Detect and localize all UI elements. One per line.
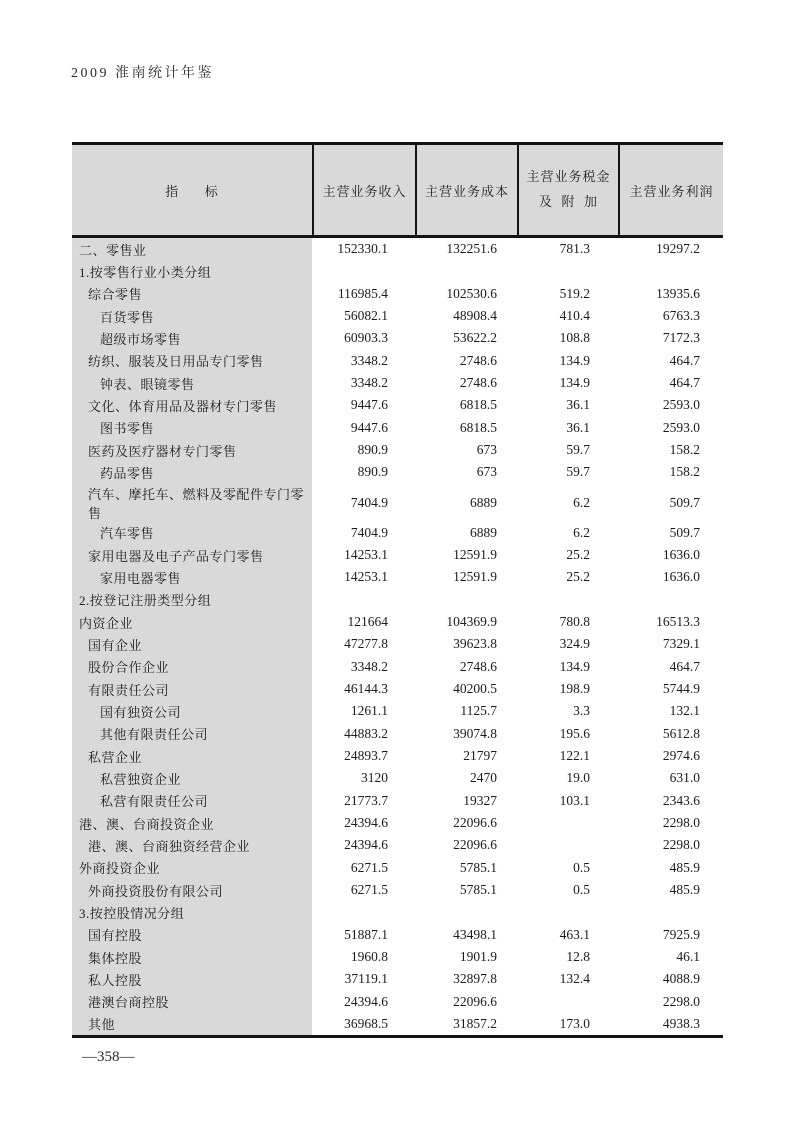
tax-value-cell: 59.7	[566, 442, 590, 458]
revenue-value-cell: 60903.3	[344, 330, 388, 346]
indicator-cell: 私人控股	[72, 968, 312, 990]
indicator-cell: 汽车零售	[72, 522, 312, 544]
cost-value-cell: 2748.6	[459, 352, 497, 368]
cost-value-cell	[415, 901, 517, 923]
profit-value-cell	[618, 589, 723, 611]
indicator-cell: 药品零售	[72, 461, 312, 483]
tax-value-cell: 59.7	[566, 464, 590, 480]
indicator-cell: 综合零售	[72, 283, 312, 305]
cost-value-cell: 6818.5	[459, 397, 497, 413]
indicator-cell: 纺织、服装及日用品专门零售	[72, 350, 312, 372]
profit-value-cell: 5744.9	[662, 681, 700, 697]
indicator-cell: 有限责任公司	[72, 678, 312, 700]
table-row	[72, 834, 723, 856]
revenue-value-cell: 14253.1	[344, 569, 388, 585]
profit-value-cell: 509.7	[669, 524, 700, 540]
revenue-value-cell: 116985.4	[337, 285, 388, 301]
column-header-profit: 主营业务利润	[618, 145, 723, 235]
column-header-cost: 主营业务成本	[415, 145, 517, 235]
cost-value-cell: 43498.1	[453, 926, 497, 942]
table-row	[72, 745, 723, 767]
profit-value-cell: 158.2	[669, 442, 700, 458]
revenue-value-cell	[312, 260, 415, 282]
statistics-table	[72, 142, 723, 1038]
indicator-cell: 百货零售	[72, 305, 312, 327]
revenue-value-cell: 56082.1	[344, 308, 388, 324]
tax-value-cell: 195.6	[559, 725, 590, 741]
profit-value-cell: 46.1	[676, 949, 700, 964]
table-row	[72, 305, 723, 327]
column-header-tax-line1: 主营业务税金	[526, 169, 611, 185]
table-row	[72, 372, 723, 394]
profit-value-cell: 132.1	[669, 703, 700, 719]
tax-value-cell: 780.8	[559, 614, 590, 630]
table-row	[72, 656, 723, 678]
revenue-value-cell: 9447.6	[350, 397, 388, 413]
tax-value-cell: 6.2	[573, 524, 590, 540]
tax-value-cell: 122.1	[559, 748, 590, 764]
cost-value-cell: 5785.1	[459, 882, 497, 898]
revenue-value-cell: 51887.1	[344, 926, 388, 942]
table-row	[72, 812, 723, 834]
table-row	[72, 611, 723, 633]
table-row	[72, 566, 723, 588]
indicator-cell: 其他有限责任公司	[72, 723, 312, 745]
profit-value-cell	[618, 260, 723, 282]
tax-value-cell: 108.8	[559, 330, 590, 346]
tax-value-cell	[517, 901, 618, 923]
profit-value-cell: 464.7	[669, 658, 700, 674]
profit-value-cell: 4088.9	[662, 971, 700, 987]
revenue-value-cell: 3348.2	[350, 658, 388, 674]
tax-value-cell: 36.1	[566, 419, 590, 435]
revenue-value-cell: 3348.2	[350, 352, 388, 368]
revenue-value-cell: 6271.5	[350, 882, 388, 898]
revenue-value-cell: 47277.8	[344, 636, 388, 652]
profit-value-cell: 6763.3	[662, 308, 700, 324]
cost-value-cell: 19327	[463, 792, 497, 808]
cost-value-cell: 2470	[470, 770, 497, 786]
tax-value-cell	[517, 589, 618, 611]
tax-value-cell: 173.0	[559, 1015, 590, 1031]
cost-value-cell: 22096.6	[453, 815, 497, 831]
revenue-value-cell: 152330.1	[337, 241, 388, 257]
tax-value-cell: 25.2	[566, 569, 590, 585]
tax-value-cell: 12.8	[566, 949, 590, 964]
profit-value-cell: 16513.3	[656, 614, 700, 630]
table-row	[72, 327, 723, 349]
profit-value-cell: 2593.0	[662, 397, 700, 413]
cost-value-cell: 132251.6	[446, 241, 497, 257]
tax-value-cell: 19.0	[566, 770, 590, 786]
table-row	[72, 700, 723, 722]
indicator-cell: 图书零售	[72, 417, 312, 439]
cost-value-cell: 102530.6	[446, 285, 497, 301]
table-body	[72, 238, 723, 1038]
cost-value-cell: 39623.8	[453, 636, 497, 652]
cost-value-cell: 5785.1	[459, 859, 497, 875]
revenue-value-cell: 24893.7	[344, 748, 388, 764]
indicator-cell: 2.按登记注册类型分组	[72, 589, 312, 611]
profit-value-cell: 2298.0	[662, 837, 700, 853]
table-row	[72, 544, 723, 566]
revenue-value-cell: 7404.9	[350, 524, 388, 540]
indicator-cell: 外商投资企业	[72, 857, 312, 879]
profit-value-cell: 485.9	[669, 882, 700, 898]
table-row	[72, 417, 723, 439]
tax-value-cell	[517, 834, 618, 856]
tax-value-cell: 463.1	[559, 926, 590, 942]
table-row	[72, 946, 723, 968]
indicator-cell: 私营企业	[72, 745, 312, 767]
indicator-cell: 私营有限责任公司	[72, 790, 312, 812]
tax-value-cell	[517, 260, 618, 282]
cost-value-cell	[415, 589, 517, 611]
tax-value-cell: 25.2	[566, 547, 590, 563]
profit-value-cell: 2593.0	[662, 419, 700, 435]
indicator-cell: 外商投资股份有限公司	[72, 879, 312, 901]
revenue-value-cell: 46144.3	[344, 681, 388, 697]
indicator-cell: 家用电器零售	[72, 566, 312, 588]
indicator-cell: 港澳台商控股	[72, 991, 312, 1013]
revenue-value-cell: 14253.1	[344, 547, 388, 563]
indicator-cell: 港、澳、台商独资经营企业	[72, 834, 312, 856]
indicator-cell: 集体控股	[72, 946, 312, 968]
table-row	[72, 857, 723, 879]
profit-value-cell: 509.7	[669, 494, 700, 510]
revenue-value-cell: 890.9	[357, 442, 388, 458]
cost-value-cell: 1125.7	[460, 703, 497, 719]
table-header-row	[72, 142, 723, 238]
revenue-value-cell: 21773.7	[344, 792, 388, 808]
revenue-value-cell: 3120	[361, 770, 388, 786]
indicator-cell: 国有控股	[72, 924, 312, 946]
profit-value-cell: 2298.0	[662, 993, 700, 1009]
tax-value-cell: 324.9	[559, 636, 590, 652]
revenue-value-cell: 890.9	[357, 464, 388, 480]
table-row	[72, 901, 723, 923]
profit-value-cell: 7925.9	[662, 926, 700, 942]
table-row	[72, 790, 723, 812]
cost-value-cell: 53622.2	[453, 330, 497, 346]
cost-value-cell: 12591.9	[453, 547, 497, 563]
indicator-cell: 二、零售业	[72, 238, 312, 260]
cost-value-cell: 48908.4	[453, 308, 497, 324]
cost-value-cell: 104369.9	[446, 614, 497, 630]
indicator-cell: 文化、体育用品及器材专门零售	[72, 394, 312, 416]
cost-value-cell: 6818.5	[459, 419, 497, 435]
tax-value-cell: 781.3	[559, 241, 590, 257]
tax-value-cell: 134.9	[559, 658, 590, 674]
revenue-value-cell: 36968.5	[344, 1015, 388, 1031]
tax-value-cell: 134.9	[559, 375, 590, 391]
cost-value-cell: 673	[476, 464, 497, 480]
table-row	[72, 238, 723, 260]
table-row	[72, 461, 723, 483]
cost-value-cell: 6889	[470, 524, 497, 540]
profit-value-cell: 19297.2	[656, 241, 700, 257]
tax-value-cell: 36.1	[566, 397, 590, 413]
tax-value-cell: 198.9	[559, 681, 590, 697]
profit-value-cell	[618, 901, 723, 923]
tax-value-cell	[517, 812, 618, 834]
profit-value-cell: 485.9	[669, 859, 700, 875]
tax-value-cell: 6.2	[573, 494, 590, 510]
page-header-title: 2009 淮南统计年鉴	[71, 66, 214, 81]
profit-value-cell: 5612.8	[662, 725, 700, 741]
revenue-value-cell: 7404.9	[350, 494, 388, 510]
indicator-cell: 其他	[72, 1013, 312, 1035]
column-header-indicator: 指 标	[165, 183, 219, 199]
cost-value-cell: 31857.2	[453, 1015, 497, 1031]
revenue-value-cell	[312, 901, 415, 923]
table-row	[72, 633, 723, 655]
indicator-cell: 汽车、摩托车、燃料及零配件专门零售	[72, 484, 312, 522]
revenue-value-cell: 1960.8	[350, 949, 388, 964]
table-row	[72, 968, 723, 990]
tax-value-cell: 134.9	[559, 352, 590, 368]
tax-value-cell: 103.1	[559, 792, 590, 808]
revenue-value-cell: 3348.2	[350, 375, 388, 391]
cost-value-cell	[415, 260, 517, 282]
indicator-cell: 内资企业	[72, 611, 312, 633]
table-row	[72, 350, 723, 372]
profit-value-cell: 2974.6	[662, 748, 700, 764]
table-row	[72, 991, 723, 1013]
table-row	[72, 439, 723, 461]
profit-value-cell: 158.2	[669, 464, 700, 480]
table-row	[72, 522, 723, 544]
cost-value-cell: 22096.6	[453, 993, 497, 1009]
profit-value-cell: 464.7	[669, 375, 700, 391]
indicator-cell: 股份合作企业	[72, 656, 312, 678]
table-row	[72, 767, 723, 789]
tax-value-cell: 0.5	[573, 882, 590, 898]
cost-value-cell: 6889	[470, 494, 497, 510]
indicator-cell: 超级市场零售	[72, 327, 312, 349]
profit-value-cell: 464.7	[669, 352, 700, 368]
profit-value-cell: 631.0	[669, 770, 700, 786]
profit-value-cell: 7329.1	[662, 636, 700, 652]
table-row	[72, 260, 723, 282]
indicator-cell: 私营独资企业	[72, 767, 312, 789]
tax-value-cell: 3.3	[573, 703, 590, 719]
table-row	[72, 484, 723, 522]
revenue-value-cell: 37119.1	[344, 971, 388, 987]
cost-value-cell: 2748.6	[459, 658, 497, 674]
revenue-value-cell: 6271.5	[350, 859, 388, 875]
profit-value-cell: 1636.0	[662, 547, 700, 563]
indicator-cell: 港、澳、台商投资企业	[72, 812, 312, 834]
cost-value-cell: 40200.5	[453, 681, 497, 697]
table-row	[72, 1013, 723, 1035]
revenue-value-cell: 9447.6	[350, 419, 388, 435]
revenue-value-cell: 1261.1	[350, 703, 388, 719]
profit-value-cell: 13935.6	[656, 285, 700, 301]
table-row	[72, 924, 723, 946]
revenue-value-cell: 44883.2	[344, 725, 388, 741]
cost-value-cell: 12591.9	[453, 569, 497, 585]
tax-value-cell: 519.2	[559, 285, 590, 301]
table-row	[72, 879, 723, 901]
table-row	[72, 589, 723, 611]
indicator-cell: 国有企业	[72, 633, 312, 655]
indicator-cell: 医药及医疗器材专门零售	[72, 439, 312, 461]
cost-value-cell: 1901.9	[459, 949, 497, 964]
column-header-tax-and-surcharges	[517, 145, 618, 235]
revenue-value-cell: 121664	[347, 614, 388, 630]
page-number: —358—	[82, 1049, 135, 1065]
revenue-value-cell	[312, 589, 415, 611]
profit-value-cell: 2343.6	[662, 792, 700, 808]
tax-value-cell: 410.4	[559, 308, 590, 324]
profit-value-cell: 7172.3	[662, 330, 700, 346]
profit-value-cell: 2298.0	[662, 815, 700, 831]
tax-value-cell: 0.5	[573, 859, 590, 875]
table-row	[72, 723, 723, 745]
indicator-cell: 3.按控股情况分组	[72, 901, 312, 923]
profit-value-cell: 1636.0	[662, 569, 700, 585]
revenue-value-cell: 24394.6	[344, 815, 388, 831]
table-row	[72, 678, 723, 700]
indicator-cell: 1.按零售行业小类分组	[72, 260, 312, 282]
table-row	[72, 283, 723, 305]
tax-value-cell: 132.4	[559, 971, 590, 987]
indicator-cell: 家用电器及电子产品专门零售	[72, 544, 312, 566]
cost-value-cell: 21797	[463, 748, 497, 764]
revenue-value-cell: 24394.6	[344, 837, 388, 853]
profit-value-cell: 4938.3	[662, 1015, 700, 1031]
cost-value-cell: 2748.6	[459, 375, 497, 391]
cost-value-cell: 39074.8	[453, 725, 497, 741]
cost-value-cell: 32897.8	[453, 971, 497, 987]
revenue-value-cell: 24394.6	[344, 993, 388, 1009]
indicator-cell: 国有独资公司	[72, 700, 312, 722]
column-header-revenue: 主营业务收入	[312, 145, 415, 235]
cost-value-cell: 22096.6	[453, 837, 497, 853]
table-row	[72, 394, 723, 416]
indicator-cell: 钟表、眼镜零售	[72, 372, 312, 394]
column-header-tax-line2: 及 附 加	[538, 194, 598, 209]
tax-value-cell	[517, 991, 618, 1013]
cost-value-cell: 673	[476, 442, 497, 458]
